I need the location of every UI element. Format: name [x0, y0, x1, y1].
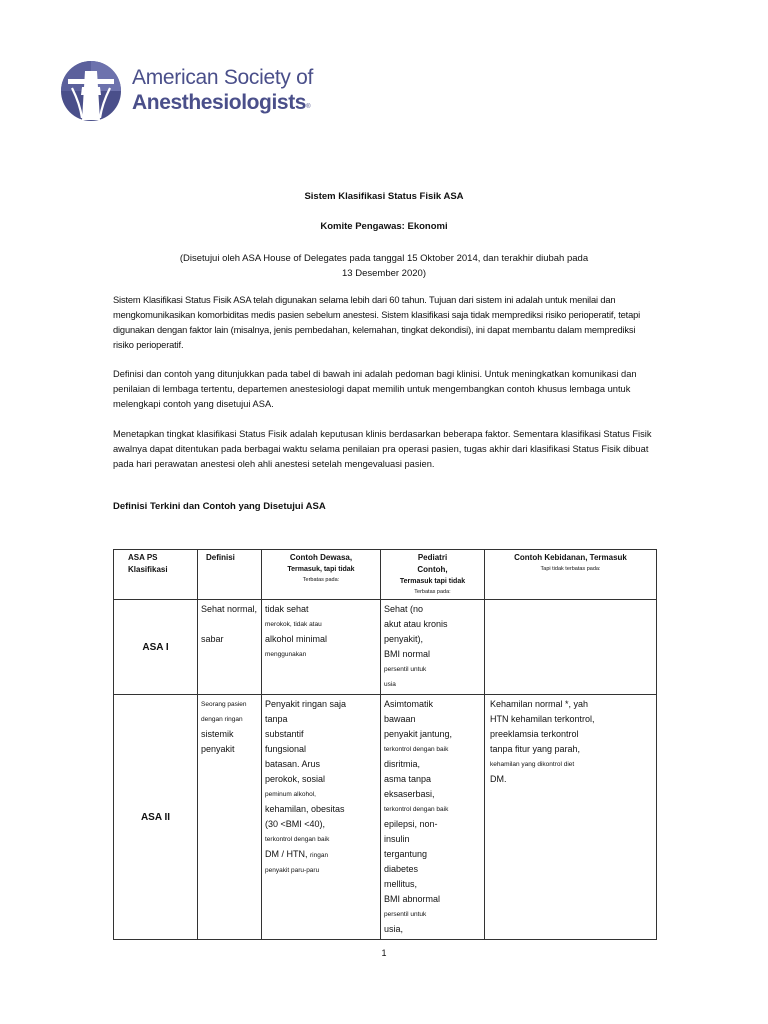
asa-logo: [60, 58, 322, 124]
asa-class-cell: ASA II: [114, 695, 198, 940]
registered-mark: ®: [306, 104, 311, 110]
adult-examples-cell: Penyakit ringan saja tanpa substantif fungsional batasan. Arus perokok, sosial peminum alkohol, kehamilan, obesitas (30 <BMI <40), terkontrol dengan baik DM / HTN, ringan penyakit paru-paru: [262, 695, 381, 940]
asa-class-cell: ASA I: [114, 600, 198, 695]
committee-line: Komite Pengawas: Ekonomi: [320, 221, 448, 232]
logo-line-2: Anesthesiologists®: [132, 91, 311, 114]
obstetric-examples-cell: Kehamilan normal *, yah HTN kehamilan terkontrol, preeklamsia terkontrol tanpa fitur yang parah, kehamilan yang dikontrol diet DM.: [485, 695, 657, 940]
obstetric-examples-cell: [485, 600, 657, 695]
intro-paragraph: Sistem Klasifikasi Status Fisik ASA telah digunakan selama lebih dari 60 tahun. Tujuan dari sistem ini adalah untuk menilai dan mengkomunikasikan komorbiditas medis pasien sebelum anestesi. Sistem klasifikasi saja tidak memprediksi risiko perioperatif, tetapi digunakan dengan faktor lain (misalnya, jenis pembedahan, kelemahan, tingkat dekondisi), ini dapat membantu dalam memprediksi risiko perioperatif.: [113, 295, 641, 350]
header-pediatric-examples: Pediatri Contoh, Termasuk tapi tidak Terbatas pada:: [381, 550, 485, 600]
header-adult-examples: Contoh Dewasa, Termasuk, tapi tidak Terbatas pada:: [262, 550, 381, 600]
approval-note-line-1: (Disetujui oleh ASA House of Delegates pada tanggal 15 Oktober 2014, dan terakhir diubah pada: [179, 253, 589, 264]
asa-emblem-icon: [60, 60, 122, 122]
asa-classification-table: [113, 549, 657, 940]
definition-cell: Seorang pasien dengan ringan sistemik penyakit: [198, 695, 262, 940]
header-classification: ASA PS Klasifikasi: [114, 550, 198, 600]
table-header-row: [114, 550, 657, 600]
guideline-paragraph: Definisi dan contoh yang ditunjukkan pada tabel di bawah ini adalah pedoman bagi klinisi. Untuk meningkatkan komunikasi dan penilaian di lembaga tertentu, departemen anestesiologi dapat memilih untuk mengembangkan contoh khusus lembaga untuk melengkapi contoh yang disetujui ASA.: [113, 369, 637, 409]
page-number: 1: [381, 948, 387, 958]
assignment-paragraph: Menetapkan tingkat klasifikasi Status Fisik adalah keputusan klinis berdasarkan beberapa faktor. Sementara klasifikasi Status Fisik awalnya dapat ditentukan pada berbagai waktu selama penilaian pra operasi pasien, tugas akhir dari klasifikasi Status Fisik dibuat pada hari perawatan anestesi oleh ahli anestesi setelah mengevaluasi pasien.: [113, 429, 652, 469]
approval-note-line-2: 13 Desember 2020): [342, 268, 426, 279]
adult-examples-cell: tidak sehat merokok, tidak atau alkohol minimal menggunakan: [262, 600, 381, 695]
logo-line-1: American Society of: [132, 66, 314, 89]
section-heading: Definisi Terkini dan Contoh yang Disetujui ASA: [113, 501, 326, 512]
table-row: [114, 600, 657, 695]
definition-cell: Sehat normal, sabar: [198, 600, 262, 695]
document-title: Sistem Klasifikasi Status Fisik ASA: [304, 191, 464, 202]
header-definition: Definisi: [198, 550, 262, 600]
table-row: [114, 695, 657, 940]
approval-note: [0, 251, 768, 281]
header-obstetric-examples: Contoh Kebidanan, Termasuk Tapi tidak terbatas pada:: [485, 550, 657, 600]
pediatric-examples-cell: Sehat (no akut atau kronis penyakit), BMI normal persentil untuk usia: [381, 600, 485, 695]
pediatric-examples-cell: Asimtomatik bawaan penyakit jantung, terkontrol dengan baik disritmia, asma tanpa eksaserbasi, terkontrol dengan baik epilepsi, non- insulin tergantung diabetes mellitus, BMI abnormal persentil untuk usia,: [381, 695, 485, 940]
